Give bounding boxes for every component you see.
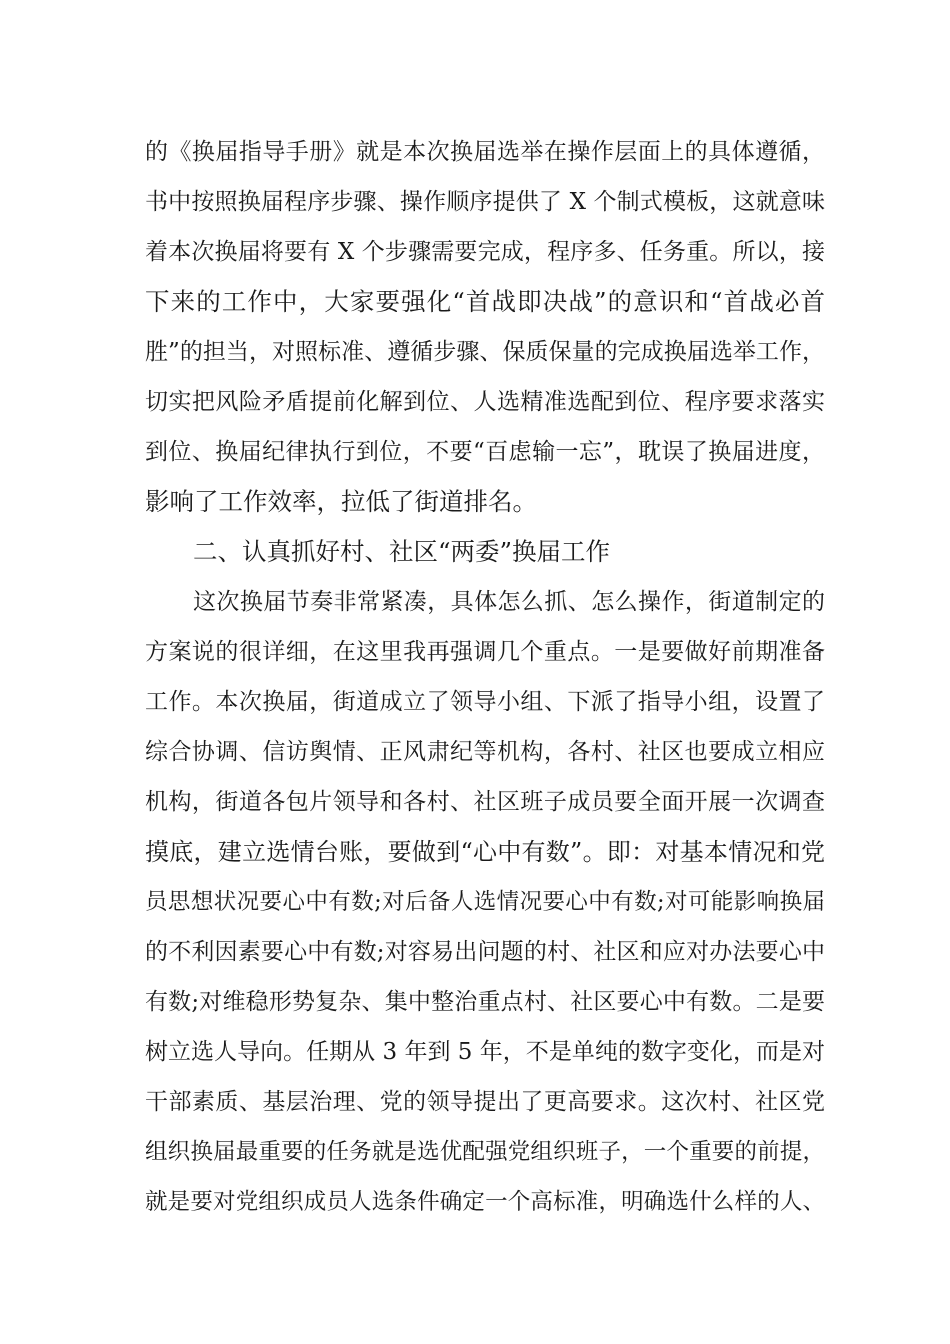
paragraph-line: 书中按照换届程序步骤、操作顺序提供了 X 个制式模板，这就意味 bbox=[145, 189, 825, 215]
paragraph-line: 有数;对维稳形势复杂、集中整治重点村、社区要心中有数。二是要 bbox=[145, 989, 825, 1015]
paragraph-line: 树立选人导向。任期从 3 年到 5 年，不是单纯的数字变化，而是对 bbox=[145, 1039, 825, 1065]
paragraph-line: 机构，街道各包片领导和各村、社区班子成员要全面开展一次调查 bbox=[145, 789, 825, 815]
paragraph-line: 方案说的很详细，在这里我再强调几个重点。一是要做好前期准备 bbox=[145, 639, 825, 665]
paragraph-line: 到位、换届纪律执行到位，不要“百虑输一忘”，耽误了换届进度， bbox=[145, 439, 825, 465]
paragraph-line: 综合协调、信访舆情、正风肃纪等机构，各村、社区也要成立相应 bbox=[145, 739, 825, 765]
paragraph-line: 员思想状况要心中有数;对后备人选情况要心中有数;对可能影响换届 bbox=[145, 889, 825, 915]
paragraph-line: 影响了工作效率，拉低了街道排名。 bbox=[145, 487, 537, 516]
paragraph-line: 胜”的担当，对照标准、遵循步骤、保质保量的完成换届选举工作， bbox=[145, 339, 825, 365]
paragraph-line: 干部素质、基层治理、党的领导提出了更高要求。这次村、社区党 bbox=[145, 1089, 825, 1115]
paragraph-line: 切实把风险矛盾提前化解到位、人选精准选配到位、程序要求落实 bbox=[145, 389, 825, 415]
paragraph-line: 工作。本次换届，街道成立了领导小组、下派了指导小组，设置了 bbox=[145, 689, 825, 715]
paragraph-line: 就是要对党组织成员人选条件确定一个高标准，明确选什么样的人、 bbox=[145, 1189, 825, 1215]
paragraph-line: 这次换届节奏非常紧凑，具体怎么抓、怎么操作，街道制定的 bbox=[193, 589, 825, 615]
paragraph-line: 组织换届最重要的任务就是选优配强党组织班子，一个重要的前提， bbox=[145, 1139, 825, 1165]
paragraph-line: 的《换届指导手册》就是本次换届选举在操作层面上的具体遵循， bbox=[145, 139, 825, 165]
paragraph-line: 摸底，建立选情台账，要做到“心中有数”。即：对基本情况和党 bbox=[145, 838, 825, 866]
paragraph-line: 下来的工作中，大家要强化“首战即决战”的意识和“首战必首 bbox=[145, 287, 825, 316]
paragraph-line: 着本次换届将要有 X 个步骤需要完成，程序多、任务重。所以，接 bbox=[145, 239, 825, 265]
section-heading: 二、认真抓好村、社区“两委”换届工作 bbox=[193, 537, 611, 566]
paragraph-line: 的不利因素要心中有数;对容易出问题的村、社区和应对办法要心中 bbox=[145, 939, 825, 965]
